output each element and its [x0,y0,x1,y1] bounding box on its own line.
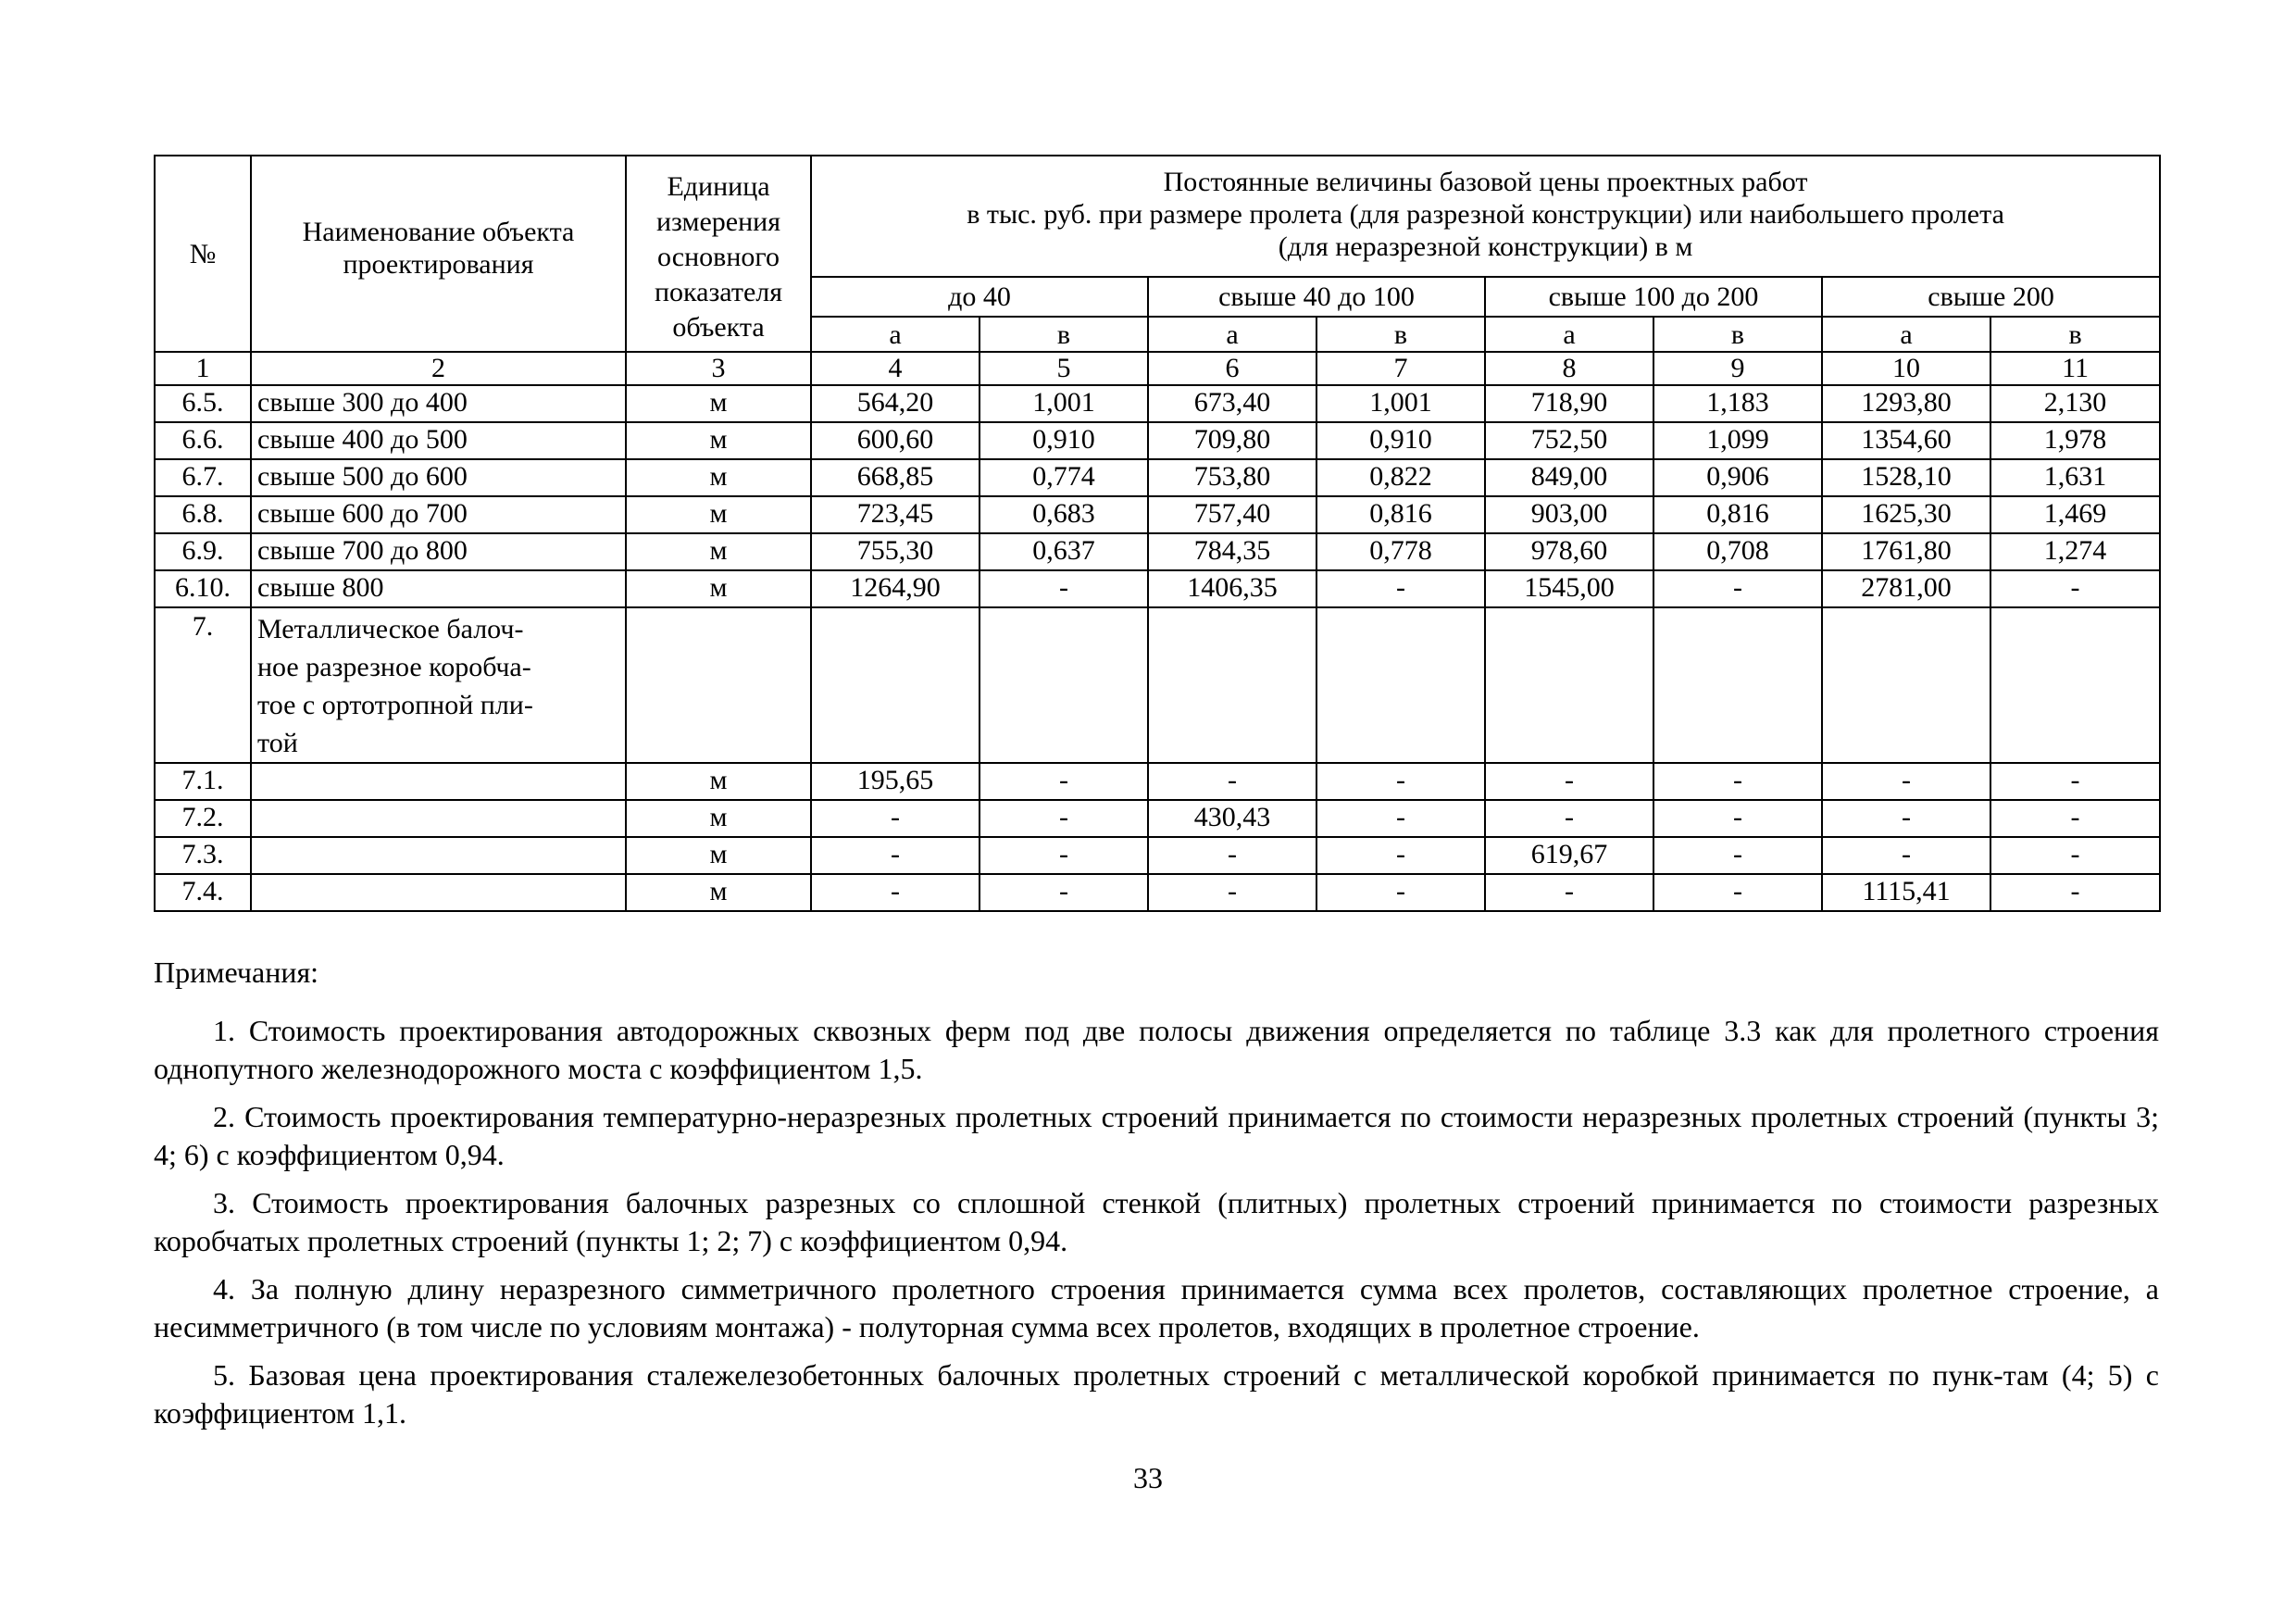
row-name [251,607,626,763]
notes-heading: Примечания: [154,956,319,989]
row-value: 718,90 [1485,385,1653,422]
subheader-cell: а [1485,317,1653,352]
header-unit: Единица измерения основного показателя объекта [626,156,811,352]
column-number: 1 [155,352,251,385]
column-number: 9 [1653,352,1822,385]
row-value: 0,816 [1653,496,1822,533]
note-item: 1. Стоимость проектирования автодорожных сквозных ферм под две полосы движения определяется по таблице 3.3 как для пролетного строения однопутного железнодорожного моста с коэффициентом 1,5. [154,1014,2159,1085]
range-header: до 40 [811,277,1148,317]
row-num: 7.3. [155,837,251,874]
table-row [155,874,2160,911]
row-value [1822,607,1990,763]
row-name: свыше 700 до 800 [251,533,626,570]
row-value: - [980,800,1148,837]
row-unit: м [626,570,811,607]
row-value: - [1485,800,1653,837]
row-value: 1,631 [1990,459,2160,496]
row-num: 7. [155,607,251,763]
note-item: 3. Стоимость проектирования балочных разрезных со сплошной стенкой (плитных) пролетных строений принимается по стоимости разрезных коробчатых пролетных строений (пункты 1; 2; 7) с коэффициентом 0,94. [154,1186,2159,1257]
row-value: 0,910 [980,422,1148,459]
table-header [155,156,2160,385]
group-title-line: в тыс. руб. при размере пролета (для разрезной конструкции) или наибольшего пролета [967,199,2004,230]
row-value: - [1822,837,1990,874]
row-num: 6.6. [155,422,251,459]
row-num: 6.8. [155,496,251,533]
row-value: 1625,30 [1822,496,1990,533]
row-value: 2,130 [1990,385,2160,422]
row-value: 0,683 [980,496,1148,533]
row-value: - [1316,800,1485,837]
row-value: - [811,837,980,874]
row-value: - [1990,800,2160,837]
row-value: - [1316,837,1485,874]
row-value: - [1316,874,1485,911]
row-value: - [1653,800,1822,837]
row-num: 6.10. [155,570,251,607]
table-row [155,459,2160,496]
row-value: - [1990,570,2160,607]
subheader-cell: а [1148,317,1316,352]
column-number: 5 [980,352,1148,385]
table-row [155,533,2160,570]
row-value [1653,607,1822,763]
row-name [251,837,626,874]
header-group-title [811,156,2160,277]
row-value: - [1148,837,1316,874]
column-number: 8 [1485,352,1653,385]
row-value: - [1822,800,1990,837]
row-value: 1,469 [1990,496,2160,533]
row-value: 0,774 [980,459,1148,496]
note-item: 2. Стоимость проектирования температурно-неразрезных пролетных строений принимается по стоимости неразрезных пролетных строений (пункты 3; 4; 6) с коэффициентом 0,94. [154,1100,2159,1171]
row-name-line: тое с ортотропной пли- [257,690,533,720]
row-unit: м [626,496,811,533]
row-unit: м [626,385,811,422]
column-number: 3 [626,352,811,385]
table-row [155,385,2160,422]
row-value: - [1653,763,1822,800]
row-value: 1,099 [1653,422,1822,459]
row-value: 0,816 [1316,496,1485,533]
row-value: 753,80 [1148,459,1316,496]
row-value: - [811,800,980,837]
column-number-row [155,352,2160,385]
row-value: - [1316,570,1485,607]
note-item: 5. Базовая цена проектирования сталежелезобетонных балочных пролетных строений с металлической коробкой принимается по пунк-там (4; 5) с коэффициентом 1,1. [154,1358,2159,1430]
row-value: 430,43 [1148,800,1316,837]
row-name: свыше 600 до 700 [251,496,626,533]
row-value: 1,001 [980,385,1148,422]
row-value: 0,778 [1316,533,1485,570]
row-value: - [980,874,1148,911]
row-value: - [1990,763,2160,800]
row-value: 0,637 [980,533,1148,570]
row-value: 668,85 [811,459,980,496]
row-value: - [1653,570,1822,607]
row-value [980,607,1148,763]
row-name: свыше 500 до 600 [251,459,626,496]
row-value [811,607,980,763]
row-name-line: Металлическое балоч- [257,614,524,644]
row-value: - [1485,874,1653,911]
row-num: 6.5. [155,385,251,422]
row-value: 723,45 [811,496,980,533]
row-value: 600,60 [811,422,980,459]
row-name: свыше 800 [251,570,626,607]
row-value: - [1990,837,2160,874]
row-value: 1545,00 [1485,570,1653,607]
row-value: - [811,874,980,911]
row-value: 709,80 [1148,422,1316,459]
row-name: свыше 400 до 500 [251,422,626,459]
row-value: - [980,837,1148,874]
row-value: - [980,570,1148,607]
table-row [155,496,2160,533]
row-num: 6.9. [155,533,251,570]
row-value: 903,00 [1485,496,1653,533]
row-value [1485,607,1653,763]
notes-section [154,954,2159,1443]
note-item: 4. За полную длину неразрезного симметричного пролетного строения принимается сумма всех пролетов, составляющих пролетное строение, а несимметричного (в том числе по условиям монтажа) - полуторная сумма всех пролетов, входящих в пролетное строение. [154,1272,2159,1343]
row-value: 564,20 [811,385,980,422]
row-value: 1354,60 [1822,422,1990,459]
row-value: 1528,10 [1822,459,1990,496]
row-name [251,874,626,911]
table-row [155,570,2160,607]
range-header: свыше 40 до 100 [1148,277,1485,317]
row-value: - [1316,763,1485,800]
table-row [155,800,2160,837]
row-unit: м [626,459,811,496]
row-value: 1115,41 [1822,874,1990,911]
subheader-cell: а [1822,317,1990,352]
page-number: 33 [1133,1461,1163,1494]
row-value [1990,607,2160,763]
row-name [251,800,626,837]
group-title-line: (для неразрезной конструкции) в м [1278,231,1693,262]
row-value: 673,40 [1148,385,1316,422]
row-name-line: той [257,728,298,758]
group-title-line: Постоянные величины базовой цены проектных работ [1163,167,1808,197]
row-num: 7.2. [155,800,251,837]
subheader-cell: а [811,317,980,352]
row-value: 1293,80 [1822,385,1990,422]
row-value: 195,65 [811,763,980,800]
row-num: 6.7. [155,459,251,496]
table-row [155,422,2160,459]
price-table [154,155,2161,912]
table-row [155,763,2160,800]
row-value [1148,607,1316,763]
row-value: 0,822 [1316,459,1485,496]
row-value: 1,001 [1316,385,1485,422]
row-value: 757,40 [1148,496,1316,533]
subheader-cell: в [980,317,1148,352]
row-value: 849,00 [1485,459,1653,496]
header-name: Наименование объекта проектирования [251,156,626,352]
row-value: 755,30 [811,533,980,570]
row-value: - [1485,763,1653,800]
subheader-cell: в [1990,317,2160,352]
row-value: - [1822,763,1990,800]
column-number: 2 [251,352,626,385]
subheader-cell: в [1653,317,1822,352]
row-num: 7.4. [155,874,251,911]
row-value: - [1653,874,1822,911]
range-header: свыше 100 до 200 [1485,277,1822,317]
row-value: 978,60 [1485,533,1653,570]
table-row [155,607,2160,763]
row-value: - [1148,874,1316,911]
row-unit: м [626,800,811,837]
row-unit: м [626,837,811,874]
row-name-line: ное разрезное коробча- [257,652,531,682]
row-unit: м [626,533,811,570]
row-value: 619,67 [1485,837,1653,874]
row-value: 1,183 [1653,385,1822,422]
row-value: 0,708 [1653,533,1822,570]
row-value: 2781,00 [1822,570,1990,607]
row-value: - [1653,837,1822,874]
column-number: 10 [1822,352,1990,385]
row-value: 0,910 [1316,422,1485,459]
column-number: 11 [1990,352,2160,385]
row-value: 1406,35 [1148,570,1316,607]
row-value: 1264,90 [811,570,980,607]
subheader-cell: в [1316,317,1485,352]
row-unit: м [626,874,811,911]
row-value: 752,50 [1485,422,1653,459]
row-unit: м [626,422,811,459]
row-value: 1761,80 [1822,533,1990,570]
row-name: свыше 300 до 400 [251,385,626,422]
header-num: № [155,156,251,352]
row-num: 7.1. [155,763,251,800]
column-number: 4 [811,352,980,385]
row-value: 784,35 [1148,533,1316,570]
row-name [251,763,626,800]
row-value [1316,607,1485,763]
row-unit [626,607,811,763]
row-value: - [1990,874,2160,911]
row-value: - [1148,763,1316,800]
column-number: 6 [1148,352,1316,385]
table-body [155,385,2160,911]
range-header: свыше 200 [1822,277,2160,317]
row-value: 1,978 [1990,422,2160,459]
table-row [155,837,2160,874]
column-number: 7 [1316,352,1485,385]
row-value: 0,906 [1653,459,1822,496]
row-value: - [980,763,1148,800]
row-value: 1,274 [1990,533,2160,570]
row-unit: м [626,763,811,800]
